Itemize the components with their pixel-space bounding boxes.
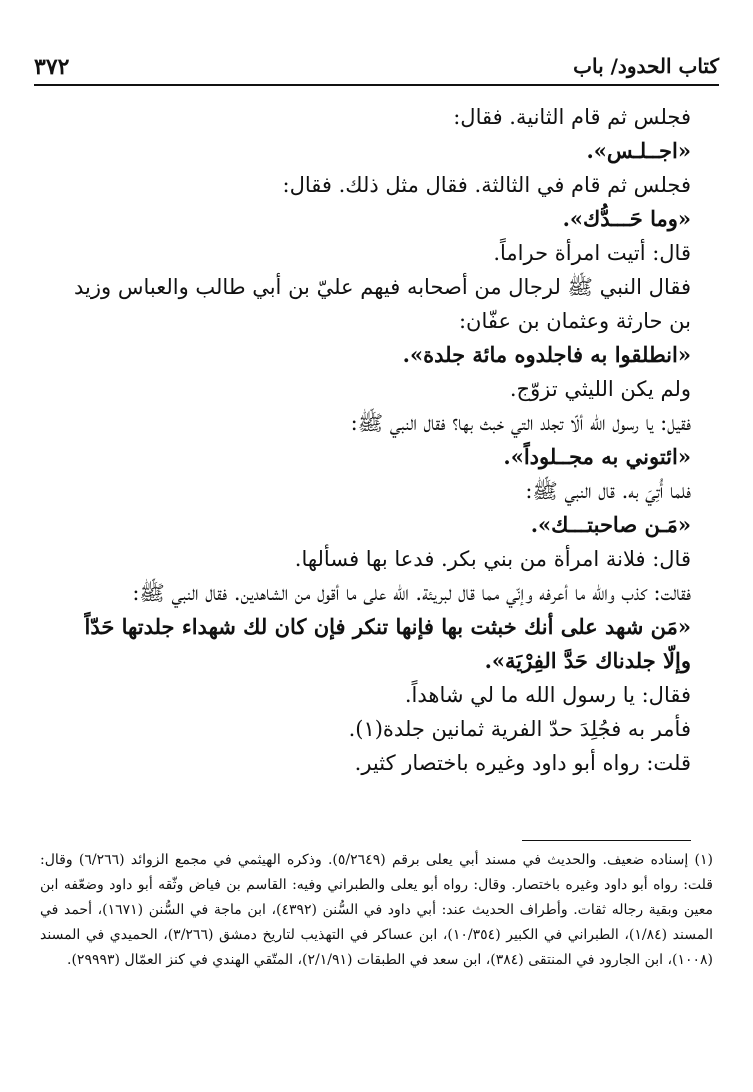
- text-paragraph: فقالت: كذب والله ما أعرفه وإنّي مما قال لبريئة. الله على ما أقول من الشاهدين. فقال النبي ﷺ:: [132, 581, 691, 605]
- text-line: قال: أتيت امرأة حراماً.: [493, 241, 691, 265]
- text-line: قال: فلانة امرأة من بني بكر. فدعا بها فسألها.: [294, 547, 691, 571]
- text-line: فقيل: يا رسول الله ألّا تجلد التي خبث بها؟ فقال النبي ﷺ:: [350, 411, 691, 435]
- text-line: فلما أُتِيَ به. قال النبي ﷺ:: [525, 479, 691, 503]
- header-divider: [34, 84, 719, 86]
- quoted-line: «اجــلـس».: [586, 138, 691, 163]
- text-line: ولم يكن الليثي تزوّج.: [509, 377, 691, 401]
- page-number: ٣٧٢: [34, 54, 70, 80]
- page-header: [34, 40, 719, 84]
- text-line: فجلس ثم قام في الثالثة. فقال مثل ذلك. فقال:: [282, 173, 691, 197]
- text-line: فأمر به فجُلِدَ حدّ الفرية ثمانين جلدة(١).: [348, 717, 691, 741]
- text-line: قلت: رواه أبو داود وغيره باختصار كثير.: [354, 751, 691, 775]
- text-paragraph: فقال النبي ﷺ لرجال من أصحابه فيهم عليّ بن أبي طالب والعباس وزيد بن حارثة وعثمان بن عفّان:: [74, 275, 691, 333]
- quoted-paragraph: «مَن شهد على أنك خبثت بها فإنها تنكر فإن كان لك شهداء جلدتها حَدّاً وإلّا جلدناك حَدَّ الفِرْيَة».: [84, 614, 691, 673]
- quoted-line: «انطلقوا به فاجلدوه مائة جلدة».: [402, 342, 691, 367]
- quoted-line: «مَـن صاحبتـــك».: [530, 512, 691, 537]
- footnote: (١) إسناده ضعيف. والحديث في مسند أبي يعلى برقم (٥/٢٦٤٩). وذكره الهيثمي في مجمع الزوائد (٦/٢٦٦) وقال: قلت: رواه أبو داود وغيره باختصار. وقال: رواه أبو يعلى والطبراني وفيه: القاسم بن فياض وثّقه أبو داود وضعّفه ابن معين وبقية رجاله ثقات. وأطراف الحديث عند: أبي داود في السُّنن (٤٣٩٢)، ابن ماجة في السُّنن (١٦٧١)، أحمد في المسند (١/٨٤)، الطبراني في الكبير (١٠/٣٥٤)، ابن عساكر في التهذيب لتاريخ دمشق (٣/٢٦٦)، الحميدي في المسند (١٠٠٨)، ابن الجارود في المنتقى (٣٨٤)، ابن سعد في الطبقات (٢/١/٩١)، المتّقي الهندي في كنز العمّال (٢٩٩٩٣).: [40, 852, 713, 968]
- quoted-line: «ائتوني به مجــلوداً».: [503, 444, 691, 469]
- footnote-divider: [522, 840, 691, 841]
- text-line: فجلس ثم قام الثانية. فقال:: [453, 105, 691, 129]
- running-title: كتاب الحدود/ باب: [573, 54, 719, 78]
- main-text: [52, 100, 691, 780]
- quoted-line: «وما حَـــدُّك».: [562, 206, 691, 231]
- text-line: فقال: يا رسول الله ما لي شاهداً.: [404, 683, 691, 707]
